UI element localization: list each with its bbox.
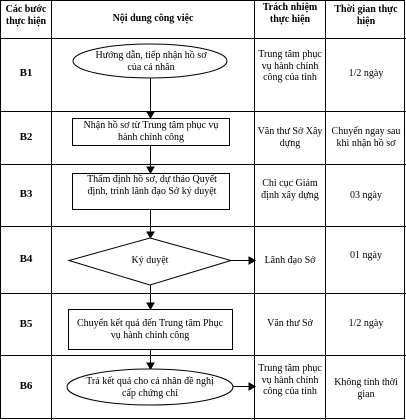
flow-step-text: Ký duyệt [131, 255, 169, 266]
step-label: B2 [19, 131, 33, 143]
step-label: B5 [19, 318, 33, 330]
time-cell: 03 ngày [350, 190, 382, 201]
arrowhead [147, 303, 154, 309]
responsible-cell: Lãnh đạo Sở [264, 255, 316, 266]
responsible-cell: Trung tâm phục vụ hành chính công của tỉnh [258, 49, 322, 83]
arrowhead [147, 112, 154, 118]
responsible-cell: Chi cục Giám định xây dựng [261, 178, 319, 201]
arrowhead [147, 167, 154, 173]
arrowhead [147, 363, 154, 369]
time-cell: 1/2 ngày [348, 68, 384, 79]
step-label: B1 [19, 67, 33, 79]
time-cell: Không tính thời gian [334, 377, 398, 400]
header-responsible: Trách nhiệm thực hiện [262, 2, 318, 25]
flow-step-text: Nhận hồ sơ từ Trung tâm phục vụ hành chính công [83, 120, 219, 143]
step-label: B4 [19, 253, 33, 265]
step-label: B3 [19, 188, 33, 200]
flow-step-text: Hướng dẫn, tiếp nhận hồ sơ của cá nhân [95, 50, 207, 73]
time-cell: 01 ngày [350, 250, 382, 261]
arrowhead [147, 232, 154, 238]
responsible-cell: Văn thư Sở Xây dựng [257, 126, 323, 149]
flow-step-text: Chuyển kết quả đến Trung tâm Phục vụ hành chính công [76, 318, 224, 341]
header-content: Nội dung công việc [112, 13, 194, 24]
time-cell: Chuyển ngay sau khi nhận hồ sơ [331, 126, 401, 149]
header-step: Các bước thực hiện [5, 4, 47, 27]
responsible-cell: Văn thư Sở [267, 318, 313, 329]
step-label: B6 [19, 380, 33, 392]
header-time: Thời gian thực hiện [334, 4, 398, 27]
time-cell: 1/2 ngày [348, 318, 384, 329]
responsible-cell: Trung tâm phục vụ hành chính công của tỉnh [258, 363, 322, 397]
flow-step-text: Trả kết quả cho cá nhân đề nghị cấp chứng chỉ [86, 376, 214, 399]
flow-step-text: Thẩm định hồ sơ, dự thảo Quyết định, trình lãnh đạo Sở ký duyệt [87, 174, 217, 197]
